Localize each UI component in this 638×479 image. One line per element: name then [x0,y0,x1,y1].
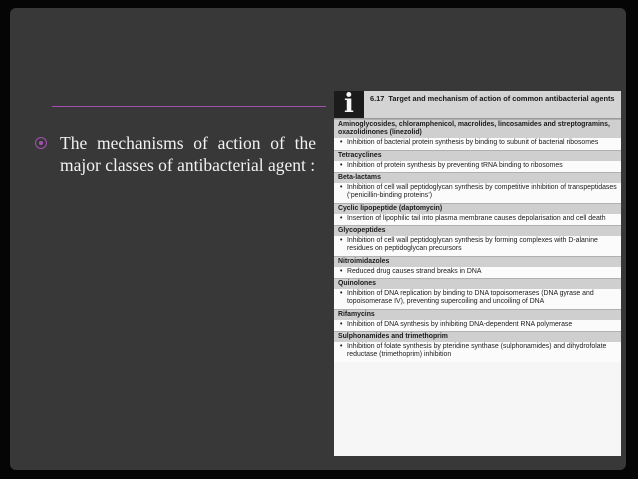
section-text: Inhibition of bacterial protein synthesis by binding to subunit of bacterial ribosomes [347,139,599,147]
section-heading: Tetracyclines [334,150,621,161]
section-body: • Reduced drug causes strand breaks in DNA [334,267,621,278]
bullet-item [34,132,316,176]
table-section [334,256,621,278]
table-section [334,172,621,203]
antibacterial-table-image [334,91,621,456]
section-heading: Sulphonamides and trimethoprim [334,331,621,342]
section-heading: Glycopeptides [334,225,621,236]
info-icon: i [334,91,364,118]
table-title-text: Target and mechanism of action of common antibacterial agents [388,94,615,103]
section-text: Inhibition of DNA replication by binding to DNA topoisomerases (DNA gyrase and topoisomerase IV), preventing supercoiling and uncoiling of DNA [347,290,594,306]
table-section [334,203,621,225]
section-body: • Inhibition of cell wall peptidoglycan synthesis by competitive inhibition of transpeptidases (‘penicillin-binding proteins’) [334,183,621,202]
bullet-text: The mechanisms of action of the major classes of antibacterial agent : [60,133,316,175]
table-section [334,225,621,256]
section-body: • Inhibition of bacterial protein synthesis by binding to subunit of bacterial ribosomes [334,138,621,149]
section-body: • Inhibition of protein synthesis by preventing tRNA binding to ribosomes [334,161,621,172]
section-body: • Inhibition of DNA replication by binding to DNA topoisomerases (DNA gyrase and topoisomerase IV), preventing supercoiling and uncoiling of DNA [334,289,621,308]
section-heading: Rifamycins [334,309,621,320]
section-text: Inhibition of protein synthesis by preventing tRNA binding to ribosomes [347,161,563,169]
table-title [364,91,621,118]
section-heading: Cyclic lipopeptide (daptomycin) [334,203,621,214]
section-text: Inhibition of cell wall peptidoglycan synthesis by competitive inhibition of transpeptidases (‘penicillin-binding proteins’) [347,184,617,200]
table-section [334,331,621,362]
table-header [334,91,621,119]
title-divider [52,106,326,107]
section-text: Inhibition of folate synthesis by pteridine synthase (sulphonamides) and dihydrofolate reductase (trimethoprim) inhibition [347,343,607,359]
section-heading: Nitroimidazoles [334,256,621,267]
section-text: Reduced drug causes strand breaks in DNA [347,267,482,275]
table-section [334,119,621,150]
section-text: Inhibition of DNA synthesis by inhibiting DNA-dependent RNA polymerase [347,320,573,328]
section-text: Inhibition of cell wall peptidoglycan synthesis by forming complexes with D-alanine residues on peptidoglycan precursors [347,237,598,253]
circle-bullet-icon [34,136,48,150]
section-body: • Insertion of lipophilic tail into plasma membrane causes depolarisation and cell death [334,214,621,225]
section-heading: Aminoglycosides, chloramphenicol, macrolides, lincosamides and streptogramins, oxazolidinones (linezolid) [334,119,621,138]
section-body: • Inhibition of folate synthesis by pteridine synthase (sulphonamides) and dihydrofolate reductase (trimethoprim) inhibition [334,342,621,361]
table-section [334,150,621,172]
section-text: Insertion of lipophilic tail into plasma membrane causes depolarisation and cell death [347,214,606,222]
table-section [334,278,621,309]
slide [10,8,626,470]
section-heading: Beta-lactams [334,172,621,183]
section-heading: Quinolones [334,278,621,289]
section-body: • Inhibition of cell wall peptidoglycan synthesis by forming complexes with D-alanine residues on peptidoglycan precursors [334,236,621,255]
table-number: 6.17 [370,94,385,103]
section-body: • Inhibition of DNA synthesis by inhibiting DNA-dependent RNA polymerase [334,320,621,331]
table-section [334,309,621,331]
